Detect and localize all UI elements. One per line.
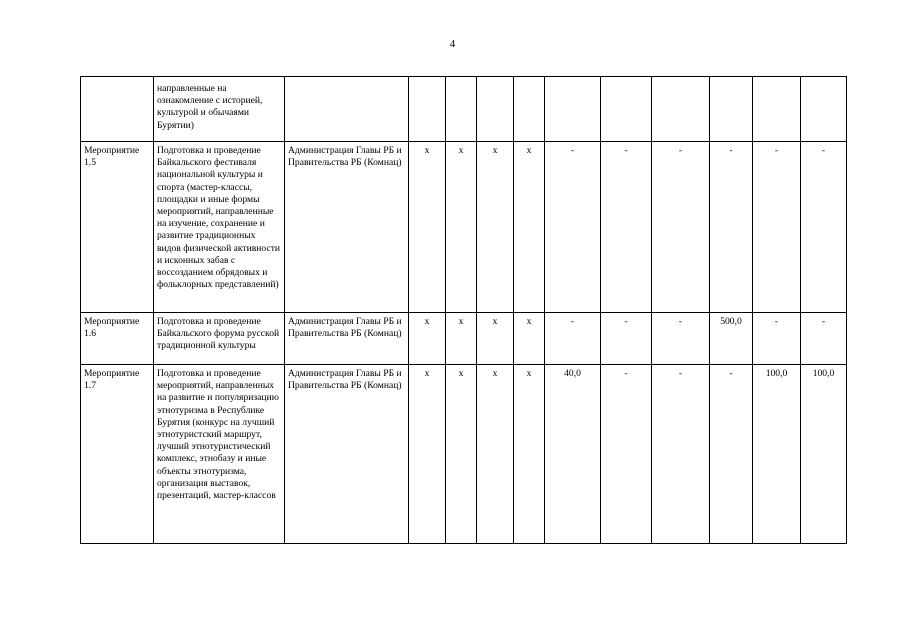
value-cell: - bbox=[545, 313, 601, 365]
value-cell bbox=[545, 77, 601, 142]
value-cell: - bbox=[652, 365, 710, 544]
value-cell: х bbox=[514, 313, 545, 365]
value-cell bbox=[710, 77, 753, 142]
activity-id-cell bbox=[81, 77, 154, 142]
table-row bbox=[81, 77, 847, 142]
value-cell bbox=[601, 77, 652, 142]
value-cell: - bbox=[601, 142, 652, 313]
value-cell: - bbox=[601, 365, 652, 544]
value-cell: - bbox=[601, 313, 652, 365]
executor-cell: Администрация Главы РБ и Правительства РБ (Комнац) bbox=[285, 365, 409, 544]
activity-id-cell: Мероприятие 1.6 bbox=[81, 313, 154, 365]
activity-id-cell: Мероприятие 1.5 bbox=[81, 142, 154, 313]
value-cell: - bbox=[710, 142, 753, 313]
value-cell: 40,0 bbox=[545, 365, 601, 544]
value-cell bbox=[801, 77, 847, 142]
executor-cell: Администрация Главы РБ и Правительства РБ (Комнац) bbox=[285, 313, 409, 365]
value-cell: 100,0 bbox=[801, 365, 847, 544]
activity-name-cell: Подготовка и проведение Байкальского фестиваля национальной культуры и спорта (мастер-классы, площадки и иные формы мероприятий, направленные на изучение, сохранение и развитие традиционных видов физической активности и исконных забав с воссозданием обрядовых и фольклорных представлений) bbox=[154, 142, 285, 313]
table-row bbox=[81, 313, 847, 365]
table-row bbox=[81, 365, 847, 544]
value-cell: 500,0 bbox=[710, 313, 753, 365]
value-cell: - bbox=[545, 142, 601, 313]
value-cell: - bbox=[710, 365, 753, 544]
value-cell: - bbox=[652, 142, 710, 313]
value-cell: х bbox=[477, 142, 514, 313]
executor-cell bbox=[285, 77, 409, 142]
value-cell bbox=[409, 77, 446, 142]
value-cell: - bbox=[801, 142, 847, 313]
value-cell: х bbox=[514, 142, 545, 313]
value-cell: х bbox=[446, 365, 477, 544]
value-cell: х bbox=[477, 313, 514, 365]
activity-name-cell: Подготовка и проведение Байкальского форума русской традиционной культуры bbox=[154, 313, 285, 365]
value-cell: х bbox=[446, 142, 477, 313]
value-cell bbox=[477, 77, 514, 142]
value-cell: 100,0 bbox=[753, 365, 801, 544]
page-number: 4 bbox=[449, 38, 456, 50]
value-cell bbox=[514, 77, 545, 142]
executor-cell: Администрация Главы РБ и Правительства РБ (Комнац) bbox=[285, 142, 409, 313]
value-cell: х bbox=[446, 313, 477, 365]
value-cell: - bbox=[652, 313, 710, 365]
activity-name-cell: Подготовка и проведение мероприятий, направленных на развитие и популяризацию этнотуризма в Республике Бурятия (конкурс на лучший этнотуристский маршрут, лучший этнотуристический комплекс, этнобазу и иные объекты этнотуризма, организация выставок, презентаций, мастер-классов bbox=[154, 365, 285, 544]
table-row bbox=[81, 142, 847, 313]
activity-name-cell: направленные на ознакомление с историей, культурой и обычаями Бурятии) bbox=[154, 77, 285, 142]
activities-table bbox=[80, 76, 847, 544]
value-cell: х bbox=[409, 313, 446, 365]
value-cell: - bbox=[753, 313, 801, 365]
value-cell: х bbox=[514, 365, 545, 544]
value-cell: - bbox=[801, 313, 847, 365]
value-cell: - bbox=[753, 142, 801, 313]
value-cell bbox=[652, 77, 710, 142]
value-cell bbox=[446, 77, 477, 142]
value-cell: х bbox=[409, 142, 446, 313]
value-cell bbox=[753, 77, 801, 142]
value-cell: х bbox=[477, 365, 514, 544]
activity-id-cell: Мероприятие 1.7 bbox=[81, 365, 154, 544]
value-cell: х bbox=[409, 365, 446, 544]
